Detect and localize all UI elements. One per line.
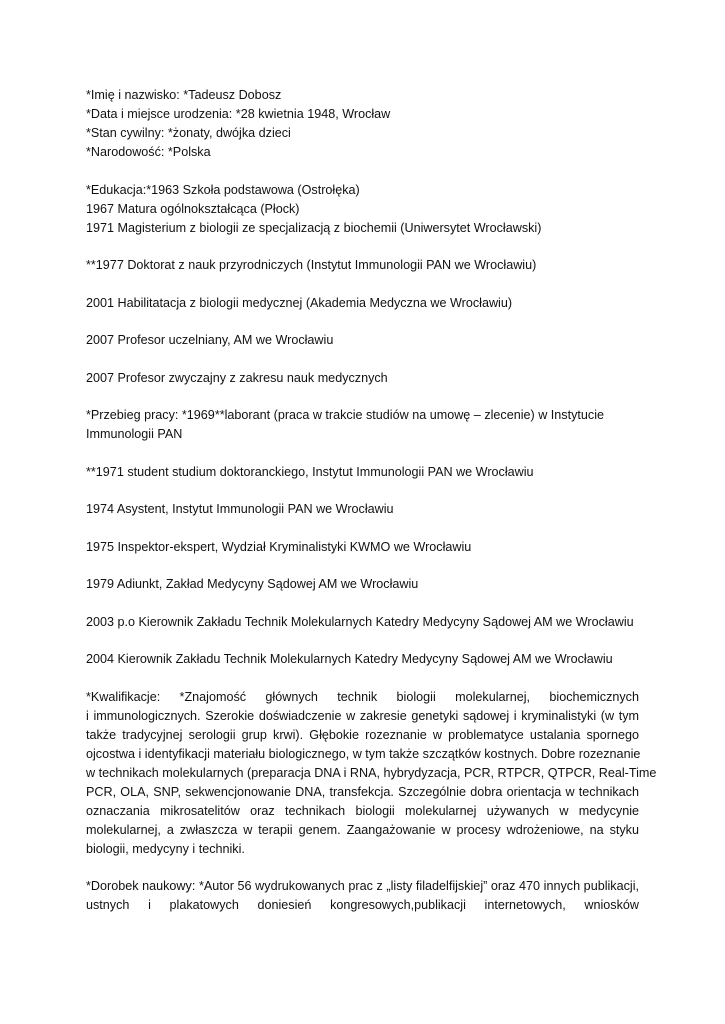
career-item-2: **1971 student studium doktoranckiego, Instytut Immunologii PAN we Wrocławiu: [86, 464, 534, 479]
career-item-6: 2003 p.o Kierownik Zakładu Technik Molekularnych Katedry Medycyny Sądowej AM we Wrocławiu: [86, 614, 634, 629]
qualifications-line: i immunologicznych. Szerokie doświadczenie w zakresie genetyki sądowej i kryminalistyki (w tym: [86, 708, 639, 723]
career-item-4: 1975 Inspektor-ekspert, Wydział Kryminalistyki KWMO we Wrocławiu: [86, 539, 472, 554]
career-item-1-line-1: *Przebieg pracy: *1969**laborant (praca w trakcie studiów na umowę – zlecenie) w Instytucie: [86, 408, 605, 422]
education-line-3: 1971 Magisterium z biologii ze specjalizacją z biochemii (Uniwersytet Wrocławski): [86, 220, 542, 235]
career-item-7: 2004 Kierownik Zakładu Technik Molekularnych Katedry Medycyny Sądowej AM we Wrocławiu: [86, 652, 613, 666]
career-section: [86, 406, 639, 669]
professor-line-1: 2007 Profesor uczelniany, AM we Wrocławiu: [86, 333, 334, 347]
qualifications-line: *Kwalifikacje: *Znajomość głównych technik biologii molekularnej, biochemicznych: [86, 689, 639, 704]
qualifications-line: także tradycyjnej serologii grup krwi). Głębokie rozeznanie w problematyce ustalania spornego: [86, 727, 639, 742]
publications-line: ustnych i plakatowych doniesień kongresowych,publikacji internetowych, wniosków: [86, 898, 639, 912]
qualifications-line: ojcostwa i identyfikacji materiału biologicznego, w tym także szczątków kostnych. Dobre rozeznanie: [86, 746, 641, 761]
habilitation-line: 2001 Habilitatacja z biologii medycznej (Akademia Medyczna we Wrocławiu): [86, 295, 513, 310]
qualifications-line: oznaczania mikrosatelitów oraz technikach biologii molekularnej używanych w medycynie: [86, 803, 639, 818]
education-line-1: *Edukacja:*1963 Szkoła podstawowa (Ostrołęka): [86, 182, 360, 197]
publications-line: *Dorobek naukowy: *Autor 56 wydrukowanych prac z „listy filadelfijskiej” oraz 470 innych publikacji,: [86, 879, 639, 893]
qualifications-section: [86, 688, 657, 859]
qualifications-line: PCR, OLA, SNP, sekwencjonowanie DNA, transfekcja. Szczególnie dobra orientacja w technikach: [86, 784, 639, 799]
qualifications-line: w technikach molekularnych (preparacja DNA i RNA, hybrydyzacja, PCR, RTPCR, QTPCR, Real-Time: [86, 765, 657, 780]
qualifications-line: molekularnej, a zwłaszcza w terapii genem. Zaangażowanie w procesy wdrożeniowe, na styku: [86, 822, 639, 837]
civil-status-line: *Stan cywilny: *żonaty, dwójka dzieci: [86, 126, 291, 140]
birth-line: *Data i miejsce urodzenia: *28 kwietnia 1948, Wrocław: [86, 107, 391, 121]
doctorate-line: **1977 Doktorat z nauk przyrodniczych (Instytut Immunologii PAN we Wrocławiu): [86, 258, 537, 272]
career-item-5: 1979 Adiunkt, Zakład Medycyny Sądowej AM we Wrocławiu: [86, 577, 419, 591]
professor-line-2: 2007 Profesor zwyczajny z zakresu nauk medycznych: [86, 370, 388, 385]
name-line: *Imię i nazwisko: *Tadeusz Dobosz: [86, 88, 282, 102]
education-section: [86, 181, 639, 238]
publications-section: [86, 877, 639, 915]
qualifications-line: biologii, medycyny i techniki.: [86, 841, 245, 856]
personal-section: [86, 86, 639, 162]
career-item-1-line-2: Immunologii PAN: [86, 427, 183, 441]
education-line-2: 1967 Matura ogólnokształcąca (Płock): [86, 201, 300, 216]
nationality-line: *Narodowość: *Polska: [86, 145, 211, 159]
career-item-3: 1974 Asystent, Instytut Immunologii PAN we Wrocławiu: [86, 502, 394, 516]
